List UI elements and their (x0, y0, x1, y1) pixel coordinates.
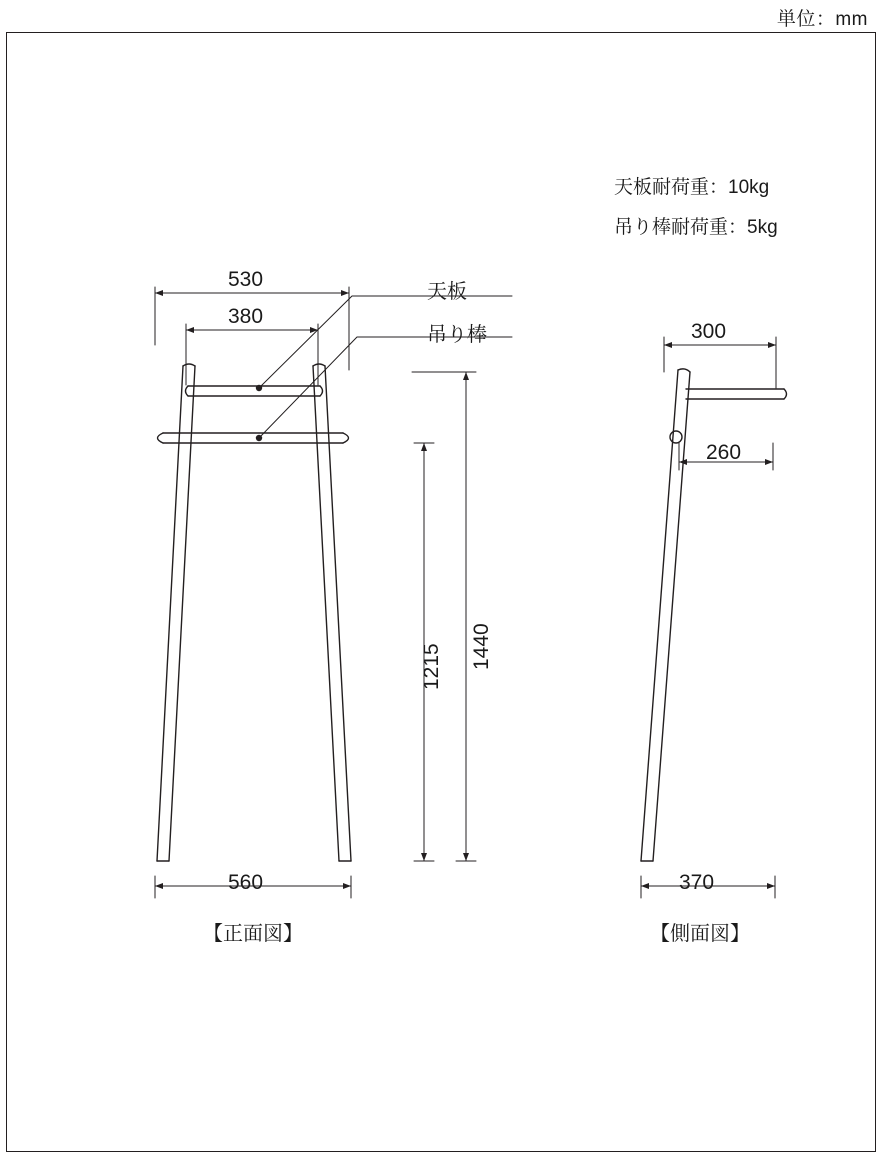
caption-front-view: 【正面図】 (203, 923, 303, 945)
caption-side-view: 【側面図】 (650, 923, 750, 945)
dim-front-total-height: 1440 (470, 623, 493, 670)
note-top-board-capacity: 天板耐荷重：10kg (614, 177, 770, 198)
dim-side-base-depth: 370 (679, 871, 715, 894)
note-hanging-bar-capacity: 吊り棒耐荷重：5kg (614, 217, 778, 238)
drawing-frame (6, 32, 876, 1152)
dim-front-hanging-bar-width: 380 (228, 305, 264, 328)
leader-label-top-board: 天板 (427, 281, 467, 303)
dim-front-height-to-board: 1215 (420, 643, 443, 690)
leader-label-hanging-bar: 吊り棒 (427, 324, 487, 346)
unit-label: 単位：mm (776, 9, 868, 30)
dim-front-top-board-width: 530 (228, 268, 264, 291)
dim-front-base-width: 560 (228, 871, 264, 894)
dim-side-bar-offset: 260 (706, 441, 742, 464)
dim-side-top-depth: 300 (691, 320, 727, 343)
